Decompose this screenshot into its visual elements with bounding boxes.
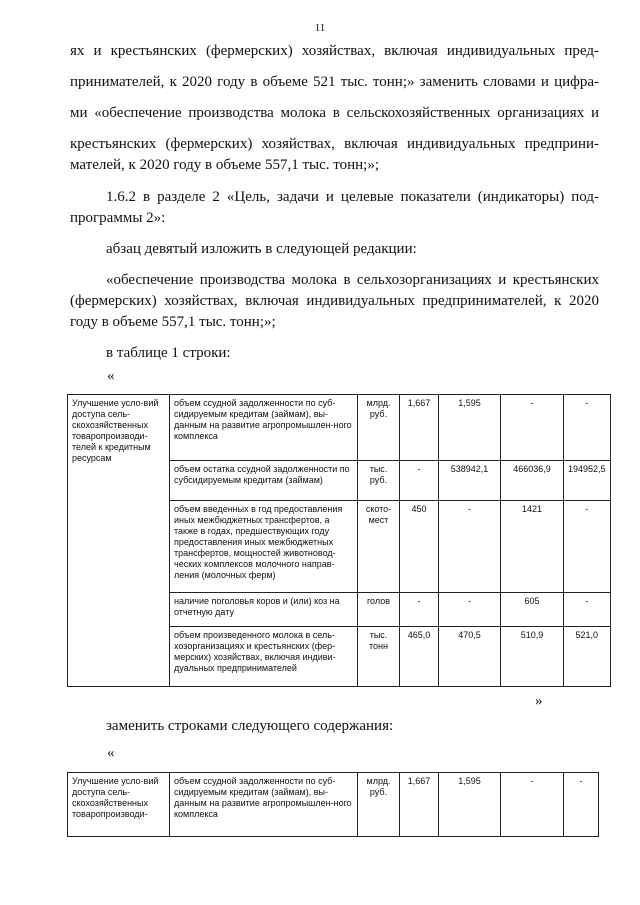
- quote-open-1: «: [107, 368, 115, 384]
- paragraph-1-line-5: мателей, к 2020 году в объеме 557,1 тыс. тонн;»;: [70, 157, 380, 173]
- indicator-cell: объем ссудной задолженности по суб-сидируемым кредитам (займам), вы-данным на развитие агропромышлен-ного комплекса: [170, 773, 358, 837]
- value-cell-2: 1,595: [439, 395, 501, 461]
- value-cell-1: -: [400, 593, 439, 627]
- unit-cell: млрд. руб.: [358, 395, 400, 461]
- indicator-cell: объем ссудной задолженности по суб-сидируемым кредитам (займам), вы-данным на развитие агропромышлен-ного комплекса: [170, 395, 358, 461]
- value-cell-3: -: [501, 773, 564, 837]
- value-cell-3: 510,9: [501, 627, 564, 687]
- value-cell-2: 470,5: [439, 627, 501, 687]
- quote-close-1: »: [535, 693, 543, 709]
- paragraph-5: в таблице 1 строки:: [106, 345, 231, 361]
- value-cell-1: 1,667: [400, 395, 439, 461]
- value-cell-4: 194952,5: [564, 461, 611, 501]
- group-label-cell: Улучшение усло-вий доступа сель-скохозяйственных товаропроизводи-телей к кредитным ресурсам: [68, 395, 170, 687]
- value-cell-4: 521,0: [564, 627, 611, 687]
- table-row: [68, 773, 599, 837]
- value-cell-3: 1421: [501, 501, 564, 593]
- paragraph-4-line-2: (фермерских) хозяйствах, включая индивидуальных предпринимателей, к 2020: [70, 293, 599, 309]
- value-cell-1: 465,0: [400, 627, 439, 687]
- value-cell-4: -: [564, 395, 611, 461]
- page-number: 11: [314, 22, 326, 34]
- value-cell-2: -: [439, 501, 501, 593]
- value-cell-1: -: [400, 461, 439, 501]
- table-2: [67, 772, 599, 837]
- unit-cell: млрд. руб.: [358, 773, 400, 837]
- indicator-cell: объем произведенного молока в сель-хозорганизациях и крестьянских (фер-мерских) хозяйствах, включая индиви-дуальных предпринимателей: [170, 627, 358, 687]
- paragraph-1-line-1: ях и крестьянских (фермерских) хозяйствах, включая индивидуальных пред-: [70, 43, 599, 59]
- value-cell-4: -: [564, 593, 611, 627]
- unit-cell: ското-мест: [358, 501, 400, 593]
- unit-cell: голов: [358, 593, 400, 627]
- table-row: [68, 395, 611, 461]
- paragraph-4-line-1: «обеспечение производства молока в сельхозорганизациях и крестьянских: [106, 272, 599, 288]
- value-cell-1: 1,667: [400, 773, 439, 837]
- indicator-cell: объем остатка ссудной задолженности по субсидируемым кредитам (займам): [170, 461, 358, 501]
- unit-cell: тыс. руб.: [358, 461, 400, 501]
- paragraph-3: абзац девятый изложить в следующей редакции:: [106, 241, 417, 257]
- quote-open-2: «: [107, 745, 115, 761]
- value-cell-2: 1,595: [439, 773, 501, 837]
- value-cell-3: 605: [501, 593, 564, 627]
- paragraph-2-line-2: программы 2»:: [70, 210, 166, 226]
- indicator-cell: объем введенных в год предоставления иных межбюджетных трансфертов, а также в годах, предшествующих году предоставления иных межбюджетных трансфертов, мощностей животновод-ческих комплексов молочного направ-ления (молочных ферм): [170, 501, 358, 593]
- paragraph-1-line-3: ми «обеспечение производства молока в сельскохозяйственных организациях и: [70, 105, 599, 121]
- value-cell-2: -: [439, 593, 501, 627]
- indicator-cell: наличие поголовья коров и (или) коз на отчетную дату: [170, 593, 358, 627]
- value-cell-1: 450: [400, 501, 439, 593]
- unit-cell: тыс. тонн: [358, 627, 400, 687]
- paragraph-1-line-2: принимателей, к 2020 году в объеме 521 тыс. тонн;» заменить словами и цифра-: [70, 74, 599, 90]
- table-1: [67, 394, 611, 687]
- value-cell-3: 466036,9: [501, 461, 564, 501]
- value-cell-4: -: [564, 773, 599, 837]
- paragraph-4-line-3: году в объеме 557,1 тыс. тонн;»;: [70, 314, 276, 330]
- paragraph-2-line-1: 1.6.2 в разделе 2 «Цель, задачи и целевые показатели (индикаторы) под-: [106, 189, 599, 205]
- value-cell-2: 538942,1: [439, 461, 501, 501]
- value-cell-3: -: [501, 395, 564, 461]
- group-label-cell: Улучшение усло-вий доступа сель-скохозяйственных товаропроизводи-: [68, 773, 170, 837]
- paragraph-6: заменить строками следующего содержания:: [106, 718, 394, 734]
- paragraph-1-line-4: крестьянских (фермерских) хозяйствах, включая индивидуальных предприни-: [70, 136, 599, 152]
- value-cell-4: -: [564, 501, 611, 593]
